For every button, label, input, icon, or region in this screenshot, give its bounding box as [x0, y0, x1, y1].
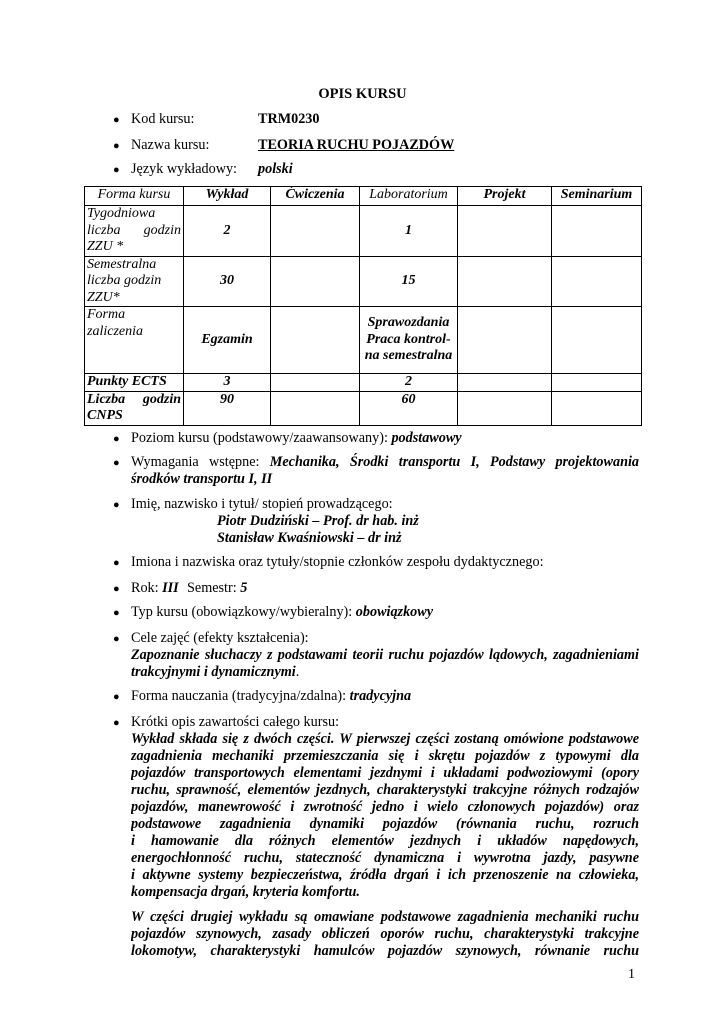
table-cell: 1: [360, 206, 458, 257]
course-type-value: obowiązkowy: [355, 604, 434, 620]
bullet-icon: ●: [113, 140, 120, 152]
description-paragraph-2: W części drugiej wykładu są omawiane podstawowe zagadnienia mechaniki ruchu pojazdów szynowych, zasady obliczeń oporów ruchu, charakterystyki trakcyjne lokomotyw, charakterystyki hamulców pojazdów szynowych, równanie ruchu: [131, 909, 639, 959]
teaching-form-label: Forma nauczania (tradycyjna/zdalna):: [131, 688, 350, 704]
table-cell: [458, 391, 552, 425]
table-cell: 30: [184, 256, 271, 307]
table-cell: [552, 256, 642, 307]
table-cell: [458, 206, 552, 257]
table-cell: 90: [184, 391, 271, 425]
table-cell: 60: [360, 391, 458, 425]
description-paragraph-1: Wykład składa się z dwóch części. W pierwszej części zostaną omówione podstawowe zagadnienia mechaniki przemieszczania się i skrętu pojazdów z typowymi dla pojazdów transportowych elementami jezdnymi i układami podwoziowymi (opory ruchu, sprawność, elementów jezdnych, charakterystyki trakcyjne różnych rodzajów pojazdów, manewrowość i zwrotność jedno i wielo członowych pojazdów) oraz podstawowe zagadnienia dynamiki pojazdów (równania ruchu, rozruch i hamowanie dla różnych elementów jezdnych i układów napędowych, energochłonność ruchu, stateczność dynamiczna i wywrotna jazdy, pasywne i aktywne systemy bezpieczeństwa, źródła drgań i ich przenoszenie na człowieka, kompensacja drgań, kryteria komfortu.: [131, 731, 639, 900]
requirements-value-cont: środków transportu I, II: [131, 471, 273, 487]
table-cell: 2: [360, 374, 458, 392]
table-cell: [552, 374, 642, 392]
course-type-label: Typ kursu (obowiązkowy/wybieralny):: [131, 604, 356, 620]
table-header-row: [85, 187, 642, 206]
lecturer-name: Piotr Dudziński – Prof. dr hab. inż: [217, 513, 419, 529]
lecturer-label: Imię, nazwisko i tytuł/ stopień prowadzącego:: [131, 496, 393, 512]
requirements-value: Mechanika, Środki transportu I, Podstawy projektowania: [269, 454, 640, 470]
bullet-icon: ●: [113, 607, 120, 619]
table-row: [85, 307, 642, 374]
bullet-icon: ●: [113, 433, 120, 445]
table-cell: [271, 307, 360, 374]
teaching-form: [131, 688, 639, 705]
table-row: [85, 391, 642, 425]
table-cell: 3: [184, 374, 271, 392]
bullet-icon: ●: [113, 164, 120, 176]
course-name-label: Nazwa kursu:: [131, 137, 210, 153]
language-label: Język wykładowy:: [131, 161, 237, 177]
year-value: III: [162, 580, 179, 596]
requirements: [131, 454, 639, 488]
row-label: Tygodniowa liczba godzin ZZU *: [85, 206, 184, 257]
course-code-value: TRM0230: [258, 111, 320, 127]
table-cell: Egzamin: [184, 307, 271, 374]
semester-label: Semestr:: [187, 580, 241, 596]
year-semester: [131, 580, 639, 597]
course-level-label: Poziom kursu (podstawowy/zaawansowany):: [131, 430, 392, 446]
table-cell: [552, 206, 642, 257]
table-header: Projekt: [458, 187, 552, 206]
table-row: [85, 256, 642, 307]
course-description: [131, 714, 639, 960]
row-label: Punkty ECTS: [85, 374, 184, 392]
team-label: Imiona i nazwiska oraz tytuły/stopnie członków zespołu dydaktycznego:: [131, 554, 544, 570]
table-header: Ćwiczenia: [271, 187, 360, 206]
table-cell: [271, 206, 360, 257]
table-cell: [552, 307, 642, 374]
bullet-icon: ●: [113, 717, 120, 729]
table-cell: [271, 391, 360, 425]
bullet-icon: ●: [113, 633, 120, 645]
bullet-icon: ●: [113, 499, 120, 511]
bullet-icon: ●: [113, 583, 120, 595]
table-header: Wykład: [184, 187, 271, 206]
table-cell: [271, 374, 360, 392]
description-label: Krótki opis zawartości całego kursu:: [131, 714, 340, 730]
table-cell: 2: [184, 206, 271, 257]
year-label: Rok:: [131, 580, 163, 596]
course-level-value: podstawowy: [391, 430, 462, 446]
bullet-icon: ●: [113, 691, 120, 703]
course-code-label: Kod kursu:: [131, 111, 195, 127]
table-header: Seminarium: [552, 187, 642, 206]
table-cell: [552, 391, 642, 425]
table-cell: [458, 256, 552, 307]
bullet-icon: ●: [113, 114, 120, 126]
course-type: [131, 604, 639, 621]
course-name-value: TEORIA RUCHU POJAZDÓW: [258, 137, 455, 153]
table-header: Forma kursu: [85, 187, 184, 206]
table-row: [85, 206, 642, 257]
lecturer: [131, 496, 639, 547]
team-members: [131, 554, 639, 571]
bullet-icon: ●: [113, 457, 120, 469]
table-cell: 15: [360, 256, 458, 307]
row-label: Forma zaliczenia: [85, 307, 184, 374]
page-number: 1: [628, 967, 635, 982]
semester: [187, 580, 247, 597]
table-cell: [271, 256, 360, 307]
goals-label: Cele zajęć (efekty kształcenia):: [131, 630, 309, 646]
table-cell: [458, 374, 552, 392]
table-header: Laboratorium: [360, 187, 458, 206]
page-title: OPIS KURSU: [318, 86, 407, 102]
table-row: [85, 374, 642, 392]
row-label: Semestralna liczba godzin ZZU*: [85, 256, 184, 307]
semester-value: 5: [240, 580, 248, 596]
row-label: Liczba godzin CNPS: [85, 391, 184, 425]
teaching-form-value: tradycyjna: [349, 688, 412, 704]
bullet-icon: ●: [113, 557, 120, 569]
course-level: [131, 430, 639, 447]
goals: [131, 630, 639, 681]
requirements-label: Wymagania wstępne:: [131, 454, 270, 470]
course-hours-table: [84, 186, 642, 426]
table-cell: [458, 307, 552, 374]
lecturer-name: Stanisław Kwaśniowski – dr inż: [217, 530, 402, 546]
goals-text: Zapoznanie słuchaczy z podstawami teorii ruchu pojazdów lądowych, zagadnieniami trakcyjnymi i dynamicznymi.: [131, 647, 639, 680]
language-value: polski: [258, 161, 293, 177]
table-cell: Sprawozdania Praca kontrol-na semestralna: [360, 307, 458, 374]
